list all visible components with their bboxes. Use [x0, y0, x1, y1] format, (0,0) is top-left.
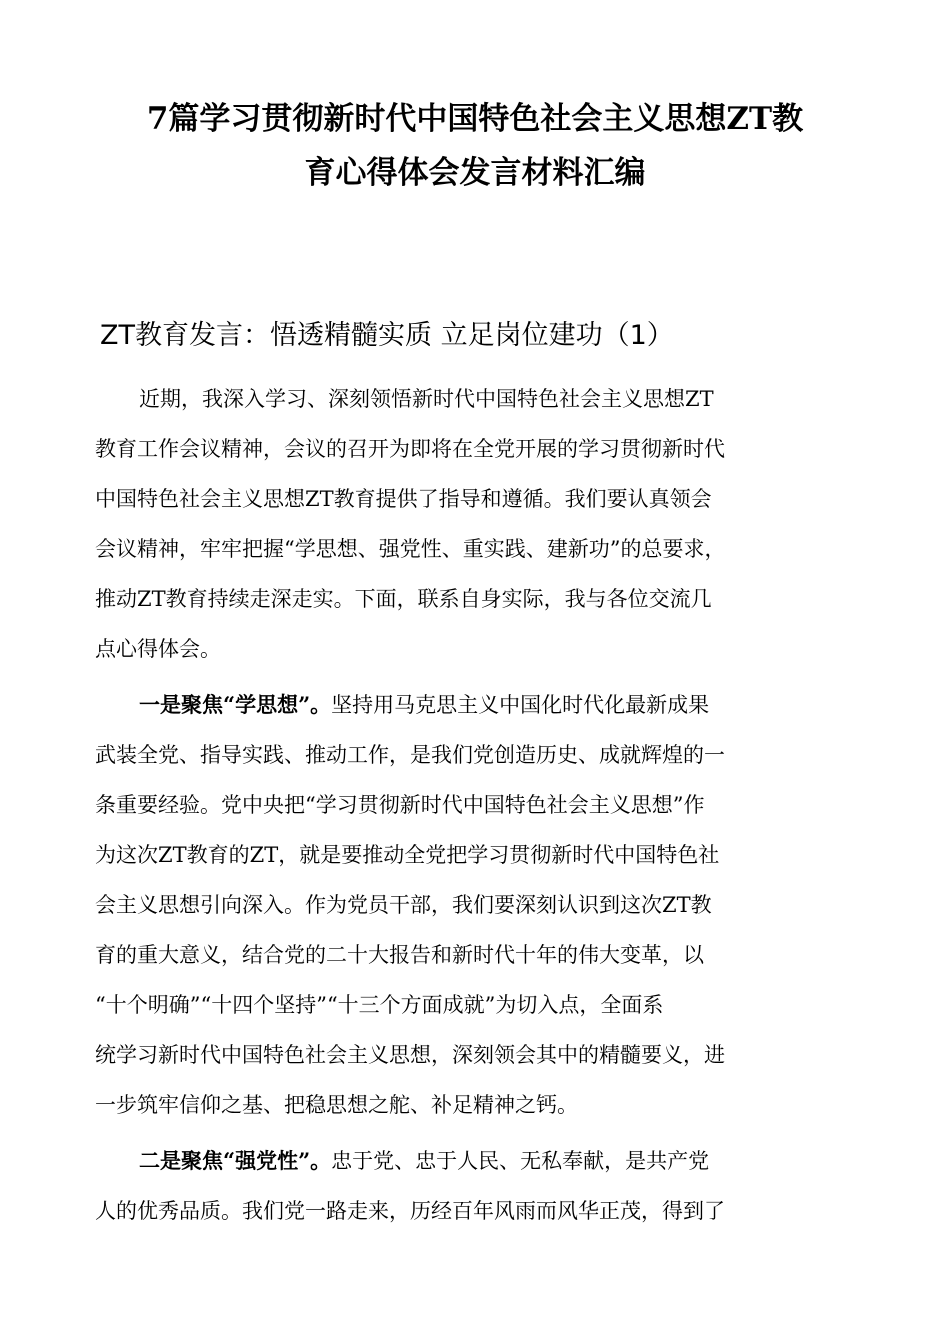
document-title — [95, 92, 855, 200]
paragraph-line: 教育工作会议精神，会议的召开为即将在全党开展的学习贯彻新时代 — [95, 437, 725, 461]
paragraph-study-thought — [95, 680, 860, 1130]
paragraph-line: 推动ZT教育持续走深走实。下面，联系自身实际，我与各位交流几 — [95, 587, 712, 611]
paragraph-line: 近期，我深入学习、深刻领悟新时代中国特色社会主义思想ZT — [139, 387, 714, 411]
paragraph-lead: 一是聚焦“学思想”。 — [139, 692, 332, 717]
paragraph-line: 统学习新时代中国特色社会主义思想，深刻领会其中的精髓要义，进 — [95, 1043, 725, 1067]
section-heading: ZT教育发言：悟透精髓实质 立足岗位建功（1） — [100, 320, 674, 351]
paragraph-lead: 二是聚焦“强党性”。 — [139, 1148, 332, 1173]
paragraph-first-line — [95, 680, 860, 730]
paragraph-line: 育的重大意义，结合党的二十大报告和新时代十年的伟大变革，以 — [95, 943, 704, 967]
paragraph-line-rest: 忠于党、忠于人民、无私奉献，是共产党 — [331, 1149, 710, 1173]
document-body — [95, 374, 860, 1242]
paragraph-line: 会主义思想引向深入。作为党员干部，我们要深刻认识到这次ZT教 — [95, 893, 712, 917]
paragraph-line: 武装全党、指导实践、推动工作，是我们党创造历史、成就辉煌的一 — [95, 743, 725, 767]
paragraph-line: 点心得体会。 — [95, 637, 221, 661]
paragraph-line-rest: 坚持用马克思主义中国化时代化最新成果 — [331, 693, 710, 717]
paragraph-line: 中国特色社会主义思想ZT教育提供了指导和遵循。我们要认真领会 — [95, 487, 712, 511]
paragraph-line: 一步筑牢信仰之基、把稳思想之舵、补足精神之钙。 — [95, 1093, 578, 1117]
paragraph-strengthen-party-spirit — [95, 1136, 860, 1236]
paragraph-intro — [95, 374, 860, 674]
paragraph-first-line — [95, 1136, 860, 1186]
paragraph-line: 条重要经验。党中央把“学习贯彻新时代中国特色社会主义思想”作 — [95, 793, 705, 817]
paragraph-line: 为这次ZT教育的ZT，就是要推动全党把学习贯彻新时代中国特色社 — [95, 843, 720, 867]
paragraph-line: 人的优秀品质。我们党一路走来，历经百年风雨而风华正茂，得到了 — [95, 1199, 725, 1223]
document-title-line-2: 育心得体会发言材料汇编 — [304, 155, 646, 191]
paragraph-line: 会议精神，牢牢把握“学思想、强党性、重实践、建新功”的总要求， — [95, 537, 726, 561]
paragraph-line: “十个明确”“十四个坚持”“十三个方面成就”为切入点，全面系 — [95, 993, 664, 1017]
document-title-line-1: 7篇学习贯彻新时代中国特色社会主义思想ZT教 — [146, 101, 804, 137]
